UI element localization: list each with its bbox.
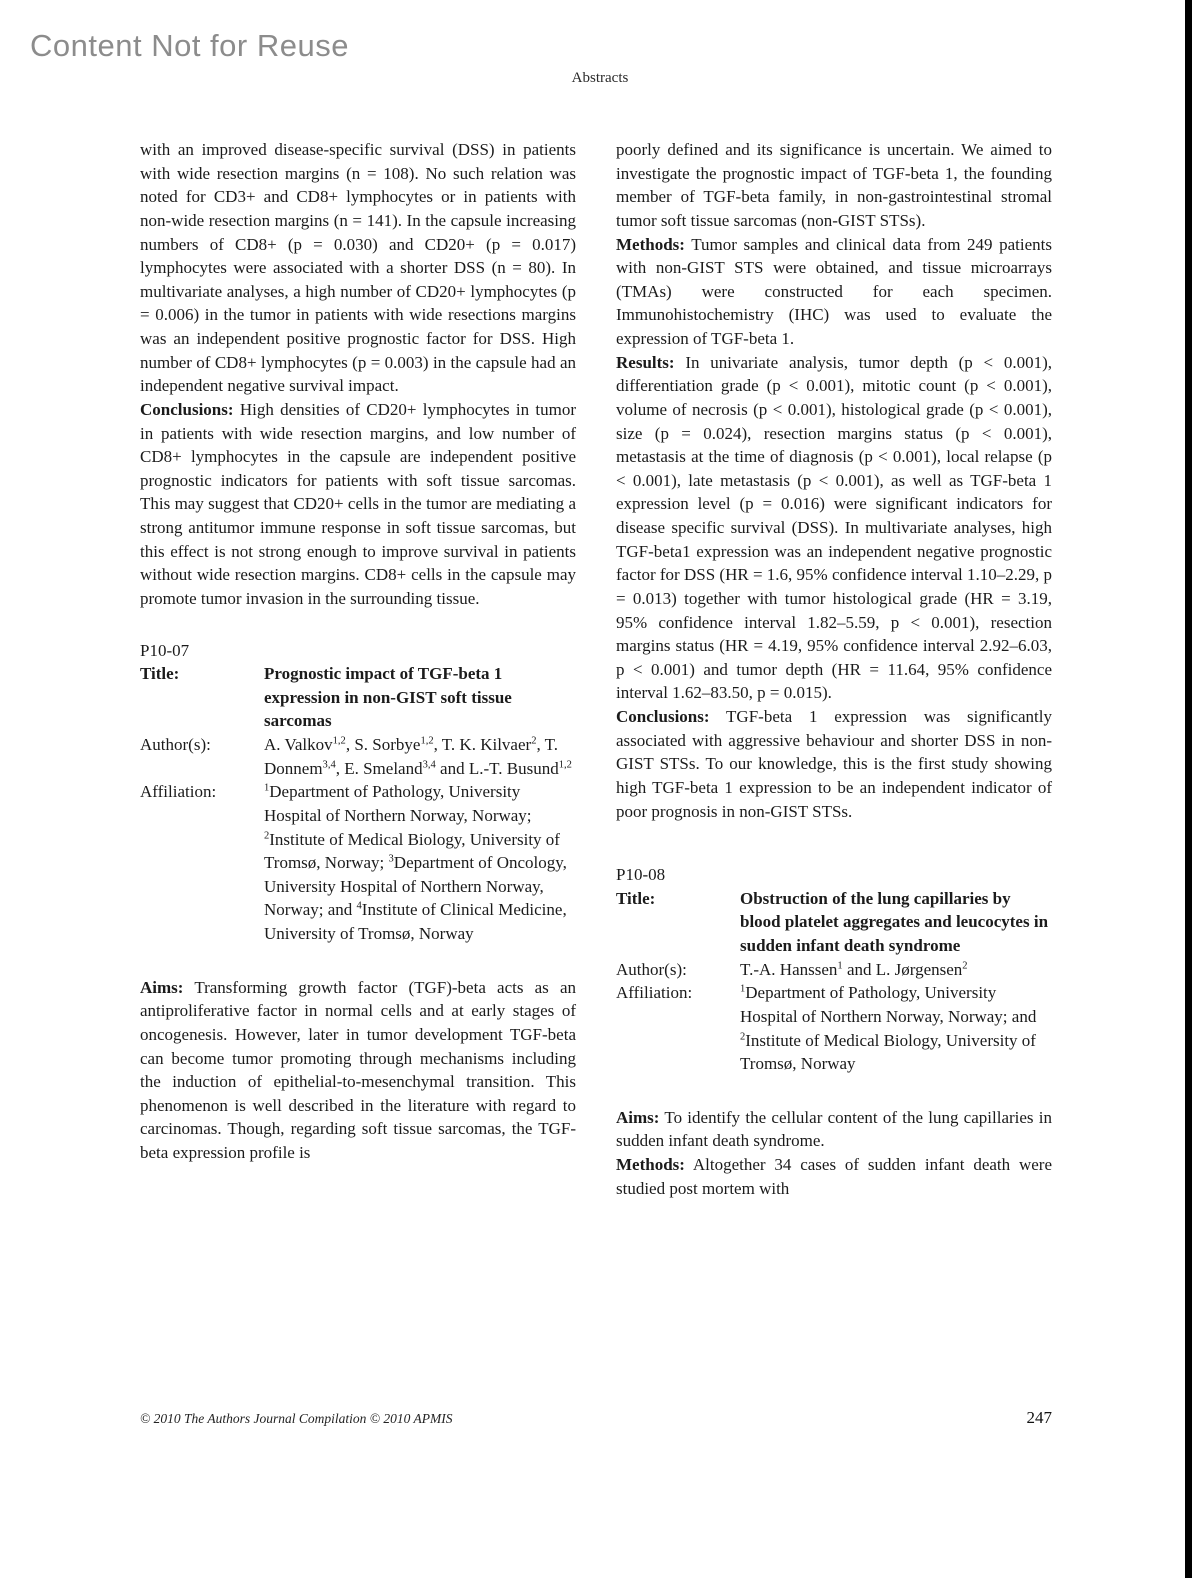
abstract-p10-08-meta bbox=[616, 887, 1052, 1076]
abstract-p10-07-meta bbox=[140, 662, 576, 946]
conclusions-label: Conclusions: bbox=[140, 399, 234, 419]
aims-label: Aims: bbox=[140, 977, 184, 997]
aims-paragraph bbox=[616, 1106, 1052, 1153]
aims-label: Aims: bbox=[616, 1107, 660, 1127]
abstract-title: Obstruction of the lung capillaries by blood platelet aggregates and leucocytes in sudden infant death syndrome bbox=[740, 888, 1049, 955]
aims-paragraph bbox=[140, 976, 576, 1165]
results-label: Results: bbox=[616, 352, 675, 372]
methods-label: Methods: bbox=[616, 1155, 685, 1174]
abstract-id-p10-07: P10-07 bbox=[140, 640, 190, 660]
authors-label: Author(s): bbox=[616, 959, 687, 979]
results-paragraph bbox=[616, 351, 1052, 705]
page-footer bbox=[140, 1408, 1052, 1428]
abstract-id-p10-08: P10-08 bbox=[616, 865, 666, 885]
content-not-for-reuse-watermark: Content Not for Reuse bbox=[30, 28, 349, 63]
conclusions-text: High densities of CD20+ lymphocytes in tumor in patients with wide resection margins, and low number of CD8+ lymphocytes in the capsule are independent positive prognostic indicators for patients with soft tissue sarcomas. This may suggest that CD20+ cells in the tumor are mediating a strong antitumor immune response in soft tissue sarcomas, but this effect is not strong enough to improve survival in patients without wide resection margins. CD8+ cells in the capsule may promote tumor invasion in the surrounding tissue. bbox=[140, 399, 577, 608]
conclusions-label: Conclusions: bbox=[616, 707, 710, 726]
methods-paragraph bbox=[616, 233, 1052, 351]
conclusions-paragraph bbox=[140, 398, 576, 611]
conclusions-paragraph bbox=[616, 705, 1052, 823]
scan-edge-bar bbox=[1185, 0, 1192, 1578]
methods-text: Altogether 34 cases of sudden infant death were studied post mortem with bbox=[616, 1155, 1052, 1198]
authors-text: A. Valkov$^{1,2}$, S. Sorbye$^{1,2}$, T. K. Kilvaer$^2$, T. Donnem$^{3,4}$, E. Smeland$^{3,4}$ and L.-T. Busund$^{1,2}$ bbox=[264, 735, 572, 778]
methods-label: Methods: bbox=[616, 234, 685, 254]
methods-text: Tumor samples and clinical data from 249 patients with non-GIST STS were obtained, and tissue microarrays (TMAs) were constructed for each specimen. Immunohistochemistry (IHC) was used to evaluate the expression of TGF-beta 1. bbox=[616, 234, 1053, 348]
results-text: In univariate analysis, tumor depth (p < 0.001), differentiation grade (p < 0.001), mitotic count (p < 0.001), volume of necrosis (p < 0.001), histological grade (p < 0.001), size (p = 0.024), resection margins status (p < 0.001), metastasis at the time of diagnosis (p < 0.001), local relapse (p < 0.001), late metastasis (p < 0.001), as well as TGF-beta 1 expression level (p = 0.016) were significant indicators for disease specific survival (DSS). In multivariate analyses, high TGF-beta1 expression was an independent negative prognostic factor for DSS (HR = 1.6, 95% confidence interval 1.10–2.29, p = 0.013) together with tumor histological grade (HR = 3.19, 95% confidence interval 1.82–5.59, p < 0.001), resection margins status (HR = 4.19, 95% confidence interval 2.92–6.03, p < 0.001) and tumor depth (HR = 11.64, 95% confidence interval 1.62–83.50, p = 0.015). bbox=[616, 352, 1052, 703]
continued-aims-text: poorly defined and its significance is uncertain. We aimed to investigate the prognostic impact of TGF-beta 1, the founding member of TGF-beta family, in non-gastrointestinal stromal tumor soft tissue sarcomas (non-GIST STSs). bbox=[616, 140, 1052, 230]
affiliation-label: Affiliation: bbox=[140, 782, 217, 802]
abstract-title: Prognostic impact of TGF-beta 1 expression in non-GIST soft tissue sarcomas bbox=[264, 664, 512, 731]
continued-abstract-text: with an improved disease-specific survival (DSS) in patients with wide resection margins (n = 108). No such relation was noted for CD3+ and CD8+ lymphocytes or in patients with non-wide resection margins (n = 141). In the capsule increasing numbers of CD8+ (p = 0.030) and CD20+ (p = 0.017) lymphocytes were associated with a shorter DSS (n = 80). In multivariate analyses, a high number of CD20+ lymphocytes (p = 0.006) in the tumor in patients with wide resections margins was an independent positive prognostic factor for DSS. High number of CD8+ lymphocytes (p = 0.003) in the capsule had an independent negative survival impact. bbox=[140, 140, 576, 396]
running-head-abstracts: Abstracts bbox=[571, 70, 629, 86]
authors-label: Author(s): bbox=[140, 735, 211, 754]
conclusions-text: TGF-beta 1 expression was significantly associated with aggressive behaviour and shorter DSS in non-GIST STSs. To our knowledge, this is the first study showing high TGF-beta 1 expression to be an independent indicator of poor prognosis in non-GIST STSs. bbox=[616, 707, 1053, 821]
aims-text: To identify the cellular content of the lung capillaries in sudden infant death syndrome. bbox=[616, 1107, 1052, 1151]
copyright-line: © 2010 The Authors Journal Compilation © 2010 APMIS bbox=[140, 1411, 453, 1426]
right-column bbox=[616, 138, 1052, 1200]
left-column bbox=[140, 138, 576, 1200]
affiliation-text: $^1$Department of Pathology, University Hospital of Northern Norway, Norway; $^2$Institute of Medical Biology, University of Tromsø, Norway; $^3$Department of Oncology, University Hospital of Northern Norway, Norway; and $^4$Institute of Clinical Medicine, University of Tromsø, Norway bbox=[264, 782, 567, 943]
page-number: 247 bbox=[1026, 1408, 1052, 1427]
title-label: Title: bbox=[140, 664, 180, 684]
affiliation-label: Affiliation: bbox=[616, 983, 693, 1003]
aims-text: Transforming growth factor (TGF)-beta acts as an antiproliferative factor in normal cells and at early stages of oncogenesis. However, later in tumor development TGF-beta can become tumor promoting through mechanisms including the induction of epithelial-to-mesenchymal transition. This phenomenon is well described in the literature with regard to carcinomas. Though, regarding soft tissue sarcomas, the TGF-beta expression profile is bbox=[140, 977, 576, 1162]
title-label: Title: bbox=[616, 888, 656, 908]
methods-paragraph-2 bbox=[616, 1153, 1052, 1200]
page-body bbox=[140, 138, 1052, 1200]
affiliation-text: $^1$Department of Pathology, University Hospital of Northern Norway, Norway; and $^2$Institute of Medical Biology, University of Tromsø, Norway bbox=[740, 983, 1037, 1074]
authors-text: T.-A. Hanssen$^1$ and L. Jørgensen$^2$ bbox=[740, 959, 968, 979]
